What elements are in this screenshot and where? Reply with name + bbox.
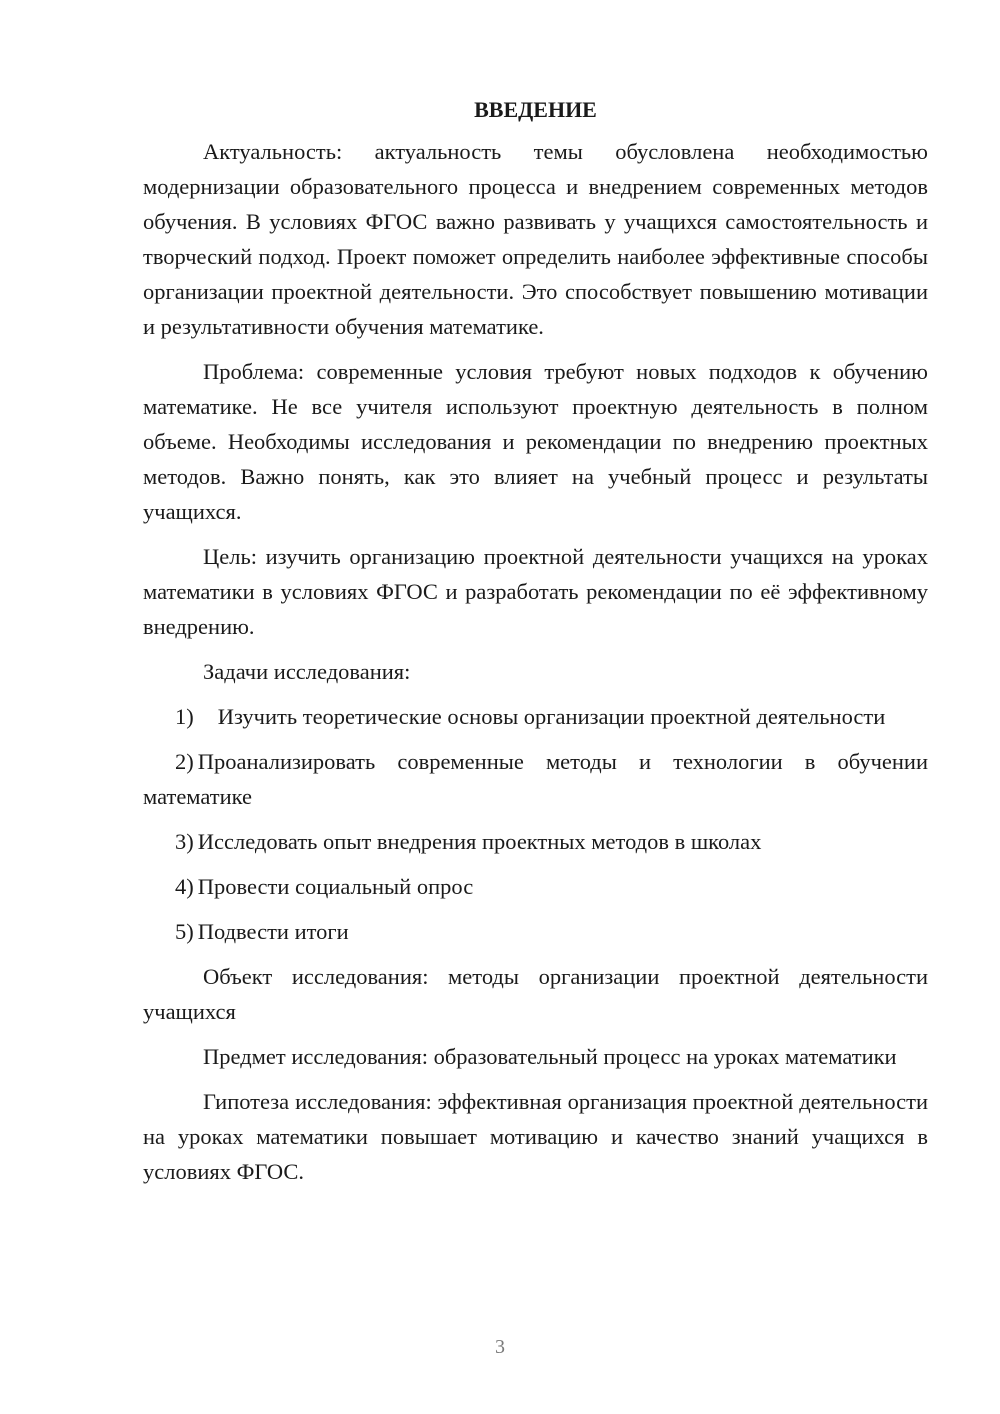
task-number: 5) bbox=[175, 919, 194, 944]
task-text: Провести социальный опрос bbox=[197, 874, 474, 899]
task-text: Исследовать опыт внедрения проектных методов в школах bbox=[197, 829, 762, 854]
hypothesis-paragraph: Гипотеза исследования: эффективная организация проектной деятельности на уроках математики повышает мотивацию и качество знаний учащихся в условиях ФГОС. bbox=[143, 1089, 928, 1184]
tasks-title: Задачи исследования: bbox=[203, 659, 411, 684]
document-page bbox=[143, 94, 928, 1189]
task-number: 1) bbox=[175, 704, 194, 729]
task-item bbox=[143, 869, 928, 904]
relevance-paragraph: Актуальность: актуальность темы обусловлена необходимостью модернизации образовательного процесса и внедрением современных методов обучения. В условиях ФГОС важно развивать у учащихся самостоятельность и творческий подход. Проект поможет определить наиболее эффективные способы организации проектной деятельности. Это способствует повышению мотивации и результативности обучения математике. bbox=[143, 139, 928, 339]
goal-paragraph: Цель: изучить организацию проектной деятельности учащихся на уроках математики в условиях ФГОС и разработать рекомендации по её эффективному внедрению. bbox=[143, 544, 928, 639]
task-text: Изучить теоретические основы организации проектной деятельности bbox=[217, 704, 886, 729]
task-item bbox=[143, 699, 928, 734]
subject-paragraph: Предмет исследования: образовательный процесс на уроках математики bbox=[203, 1044, 897, 1069]
task-item bbox=[143, 824, 928, 859]
task-text: Проанализировать современные методы и технологии в обучении математике bbox=[143, 749, 928, 809]
object-paragraph: Объект исследования: методы организации проектной деятельности учащихся bbox=[143, 964, 928, 1024]
task-number: 2) bbox=[175, 749, 194, 774]
section-heading: ВВЕДЕНИЕ bbox=[474, 97, 597, 122]
problem-paragraph: Проблема: современные условия требуют новых подходов к обучению математике. Не все учителя используют проектную деятельность в полном объеме. Необходимы исследования и рекомендации по внедрению проектных методов. Важно понять, как это влияет на учебный процесс и результаты учащихся. bbox=[143, 359, 928, 524]
task-number: 3) bbox=[175, 829, 194, 854]
task-text: Подвести итоги bbox=[197, 919, 349, 944]
task-number: 4) bbox=[175, 874, 194, 899]
task-item bbox=[143, 744, 928, 814]
page-number: 3 bbox=[495, 1336, 505, 1358]
task-item bbox=[143, 914, 928, 949]
